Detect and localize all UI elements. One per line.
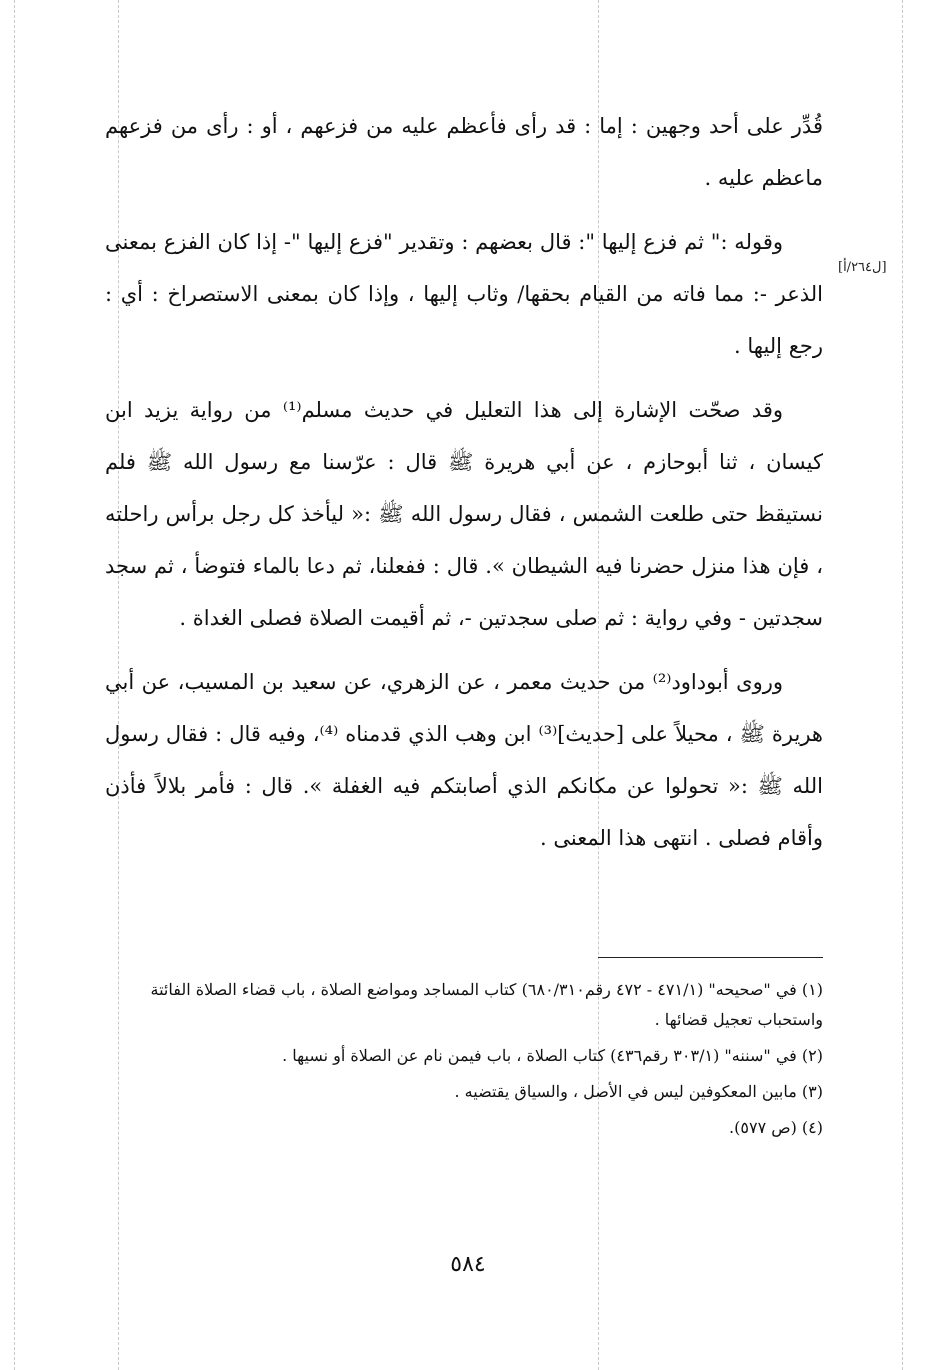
paragraph: وقد صحّت الإشارة إلى هذا التعليل في حديث مسلم⁽¹⁾ من رواية يزيد ابن كيسان ، ثنا أبوحازم ، عن أبي هريرة ﷺ قال : عرّسنا مع رسول الله ﷺ فلم نستيقظ حتى طلعت الشمس ، فقال رسول الله ﷺ :« ليأخذ كل رجل برأس راحلته ، فإن هذا منزل حضرنا فيه الشيطان ». قال : ففعلنا، ثم دعا بالماء فتوضأ ، ثم سجد سجدتين - وفي رواية : ثم صلى سجدتين -، ثم أقيمت الصلاة فصلى الغداة . — [105, 398, 823, 630]
scan-guide-line — [902, 0, 903, 1370]
footnote: (٢) في "سننه" (٣٠٣/١ رقم٤٣٦) كتاب الصلاة ، باب فيمن نام عن الصلاة أو نسيها . — [282, 1046, 823, 1065]
main-text — [105, 100, 823, 876]
footnotes — [105, 975, 823, 1149]
paragraph: وروى أبوداود⁽²⁾ من حديث معمر ، عن الزهري، عن سعيد بن المسيب، عن أبي هريرة ﷺ ، محيلاً على [حديث]⁽³⁾ ابن وهب الذي قدمناه ⁽⁴⁾، وفيه قال : فقال رسول الله ﷺ :« تحولوا عن مكانكم الذي أصابتكم فيه الغفلة ». قال : فأمر بلالاً فأذن وأقام فصلى . انتهى هذا المعنى . — [105, 670, 823, 850]
footnote-separator — [598, 957, 823, 958]
footnote: (٤) (ص ٥٧٧). — [729, 1118, 823, 1137]
paragraph: قُدِّر على أحد وجهين : إما : قد رأى فأعظم عليه من فزعهم ، أو : رأى من فزعهم ماعظم عليه . — [105, 114, 823, 190]
paragraph: وقوله :" ثم فزع إليها ": قال بعضهم : وتقدير "فزع إليها "- إذا كان الفزع بمعنى الذعر -: مما فاته من القيام بحقها/ وثاب إليها ، وإذا كان بمعنى الاستصراخ : أي : رجع إليها . — [105, 230, 823, 358]
footnote: (٣) مابين المعكوفين ليس في الأصل ، والسياق يقتضيه . — [454, 1082, 823, 1101]
scan-guide-line — [14, 0, 15, 1370]
page-number: ٥٨٤ — [450, 1252, 486, 1277]
footnote: (١) في "صحيحه" (٤٧١/١ - ٤٧٢ رقم٦٨٠/٣١٠) كتاب المساجد ومواضع الصلاة ، باب قضاء الصلاة الفائتة واستحباب تعجيل قضائها . — [150, 980, 823, 1029]
manuscript-margin-reference: [ل٢٦٤/أ] — [838, 260, 887, 275]
